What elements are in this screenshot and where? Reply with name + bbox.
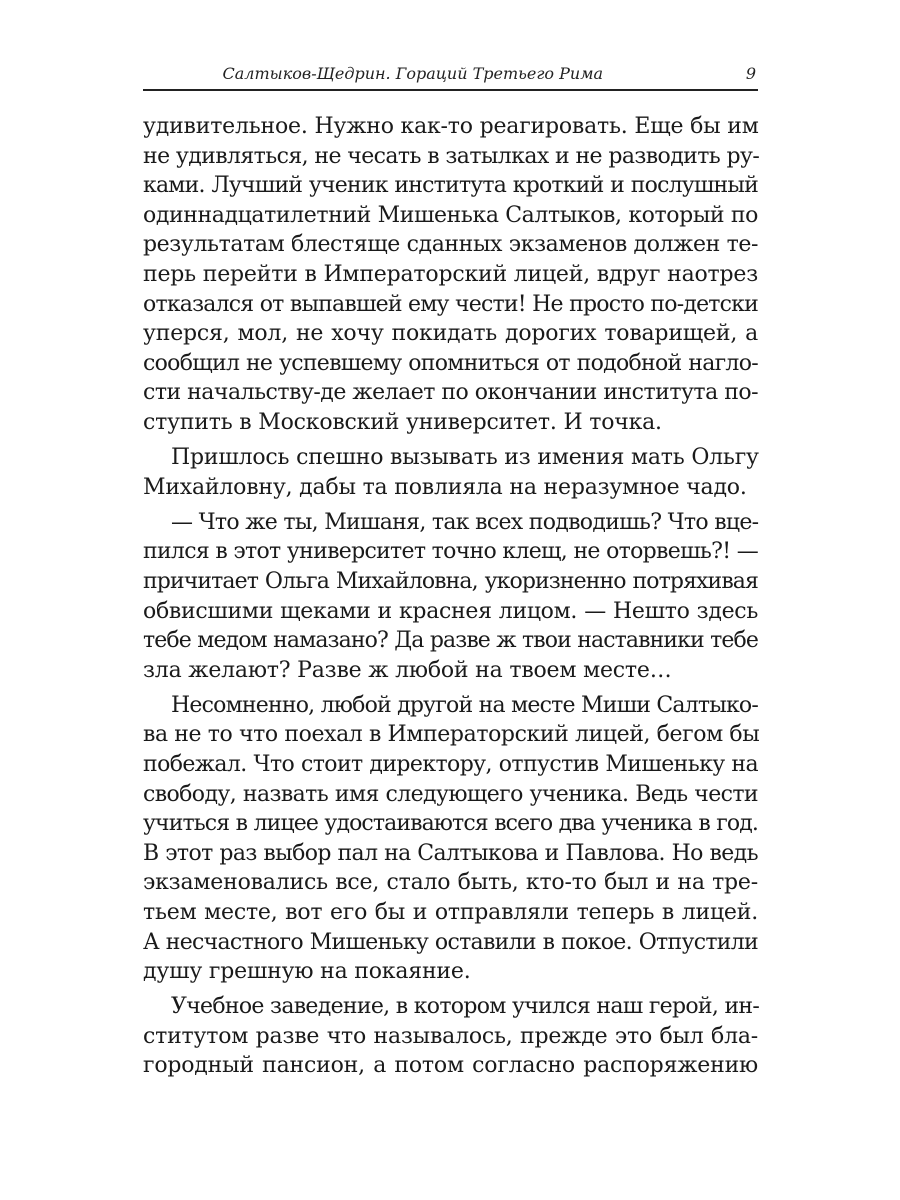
text-line: А несчастного Мишеньку оставили в покое. Отпустили	[143, 929, 758, 955]
text-line: ститутом разве что называлось, прежде это был бла-	[143, 1023, 758, 1049]
text-line: сти начальству-де желает по окончании института по-	[143, 380, 759, 406]
paragraph	[143, 992, 758, 1081]
text-line: причитает Ольга Михайловна, укоризненно потряхивая	[143, 568, 758, 594]
text-line: одиннадцатилетний Мишенька Салтыков, который по	[143, 202, 758, 228]
text-line: городный пансион, а потом согласно распоряжению	[143, 1053, 758, 1079]
text-line: ва не то что поехал в Императорский лицей, бегом бы	[143, 722, 760, 748]
text-line: не удивляться, не чесать в затылках и не разводить ру-	[143, 143, 760, 169]
paragraph	[143, 691, 758, 987]
text-line: результатам блестяще сданных экзаменов должен те-	[143, 232, 758, 258]
text-line: экзаменовались все, стало быть, кто-то был и на тре-	[143, 870, 758, 896]
text-line: — Что же ты, Мишаня, так всех подводишь? Что вце-	[171, 509, 759, 535]
text-line: ками. Лучший ученик института кроткий и послушный	[143, 173, 758, 199]
body-text	[143, 112, 758, 1081]
text-line: Учебное заведение, в котором учился наш герой, ин-	[171, 994, 760, 1020]
paragraph	[143, 112, 758, 438]
text-line: сообщил не успевшему опомниться от подобной нагло-	[143, 350, 758, 376]
text-line: побежал. Что стоит директору, отпустив Мишеньку на	[143, 751, 758, 777]
text-line: тебе медом намазано? Да разве ж твои наставники тебе	[143, 628, 758, 654]
text-line: удивительное. Нужно как-то реагировать. Еще бы им	[143, 114, 759, 139]
running-head	[143, 64, 758, 86]
text-line: свободу, назвать имя следующего ученика. Ведь чести	[143, 781, 758, 807]
paragraph	[143, 443, 758, 502]
text-line: Пришлось спешно вызывать из имения мать Ольгу	[171, 445, 759, 471]
text-line: обвисшими щеками и краснея лицом. — Нешто здесь	[143, 598, 758, 624]
text-line: В этот раз выбор пал на Салтыкова и Павлова. Но ведь	[143, 840, 758, 866]
text-line: уперся, мол, не хочу покидать дорогих товарищей, а	[143, 321, 758, 347]
page-number: 9	[745, 64, 756, 83]
text-line: отказался от выпавшей ему чести! Не просто по-детски	[143, 291, 758, 317]
paragraph	[143, 508, 758, 686]
text-line: Михайловну, дабы та повлияла на неразумное чадо.	[143, 474, 747, 500]
text-line: душу грешную на покаяние.	[143, 959, 471, 985]
text-line: Несомненно, любой другой на месте Миши Салтыко-	[171, 692, 758, 718]
text-line: зла желают? Разве ж любой на твоем месте…	[143, 657, 672, 683]
text-line: учиться в лицее удостаиваются всего два ученика в год.	[143, 811, 758, 837]
text-line: ступить в Московский университет. И точка.	[143, 409, 662, 435]
text-line: перь перейти в Императорский лицей, вдруг наотрез	[143, 261, 758, 287]
running-title: Салтыков-Щедрин. Гораций Третьего Рима	[222, 64, 603, 83]
text-line: пился в этот университет точно клещ, не оторвешь?! —	[143, 539, 758, 565]
header-rule	[143, 89, 758, 91]
text-line: тьем месте, вот его бы и отправляли теперь в лицей.	[143, 899, 758, 925]
